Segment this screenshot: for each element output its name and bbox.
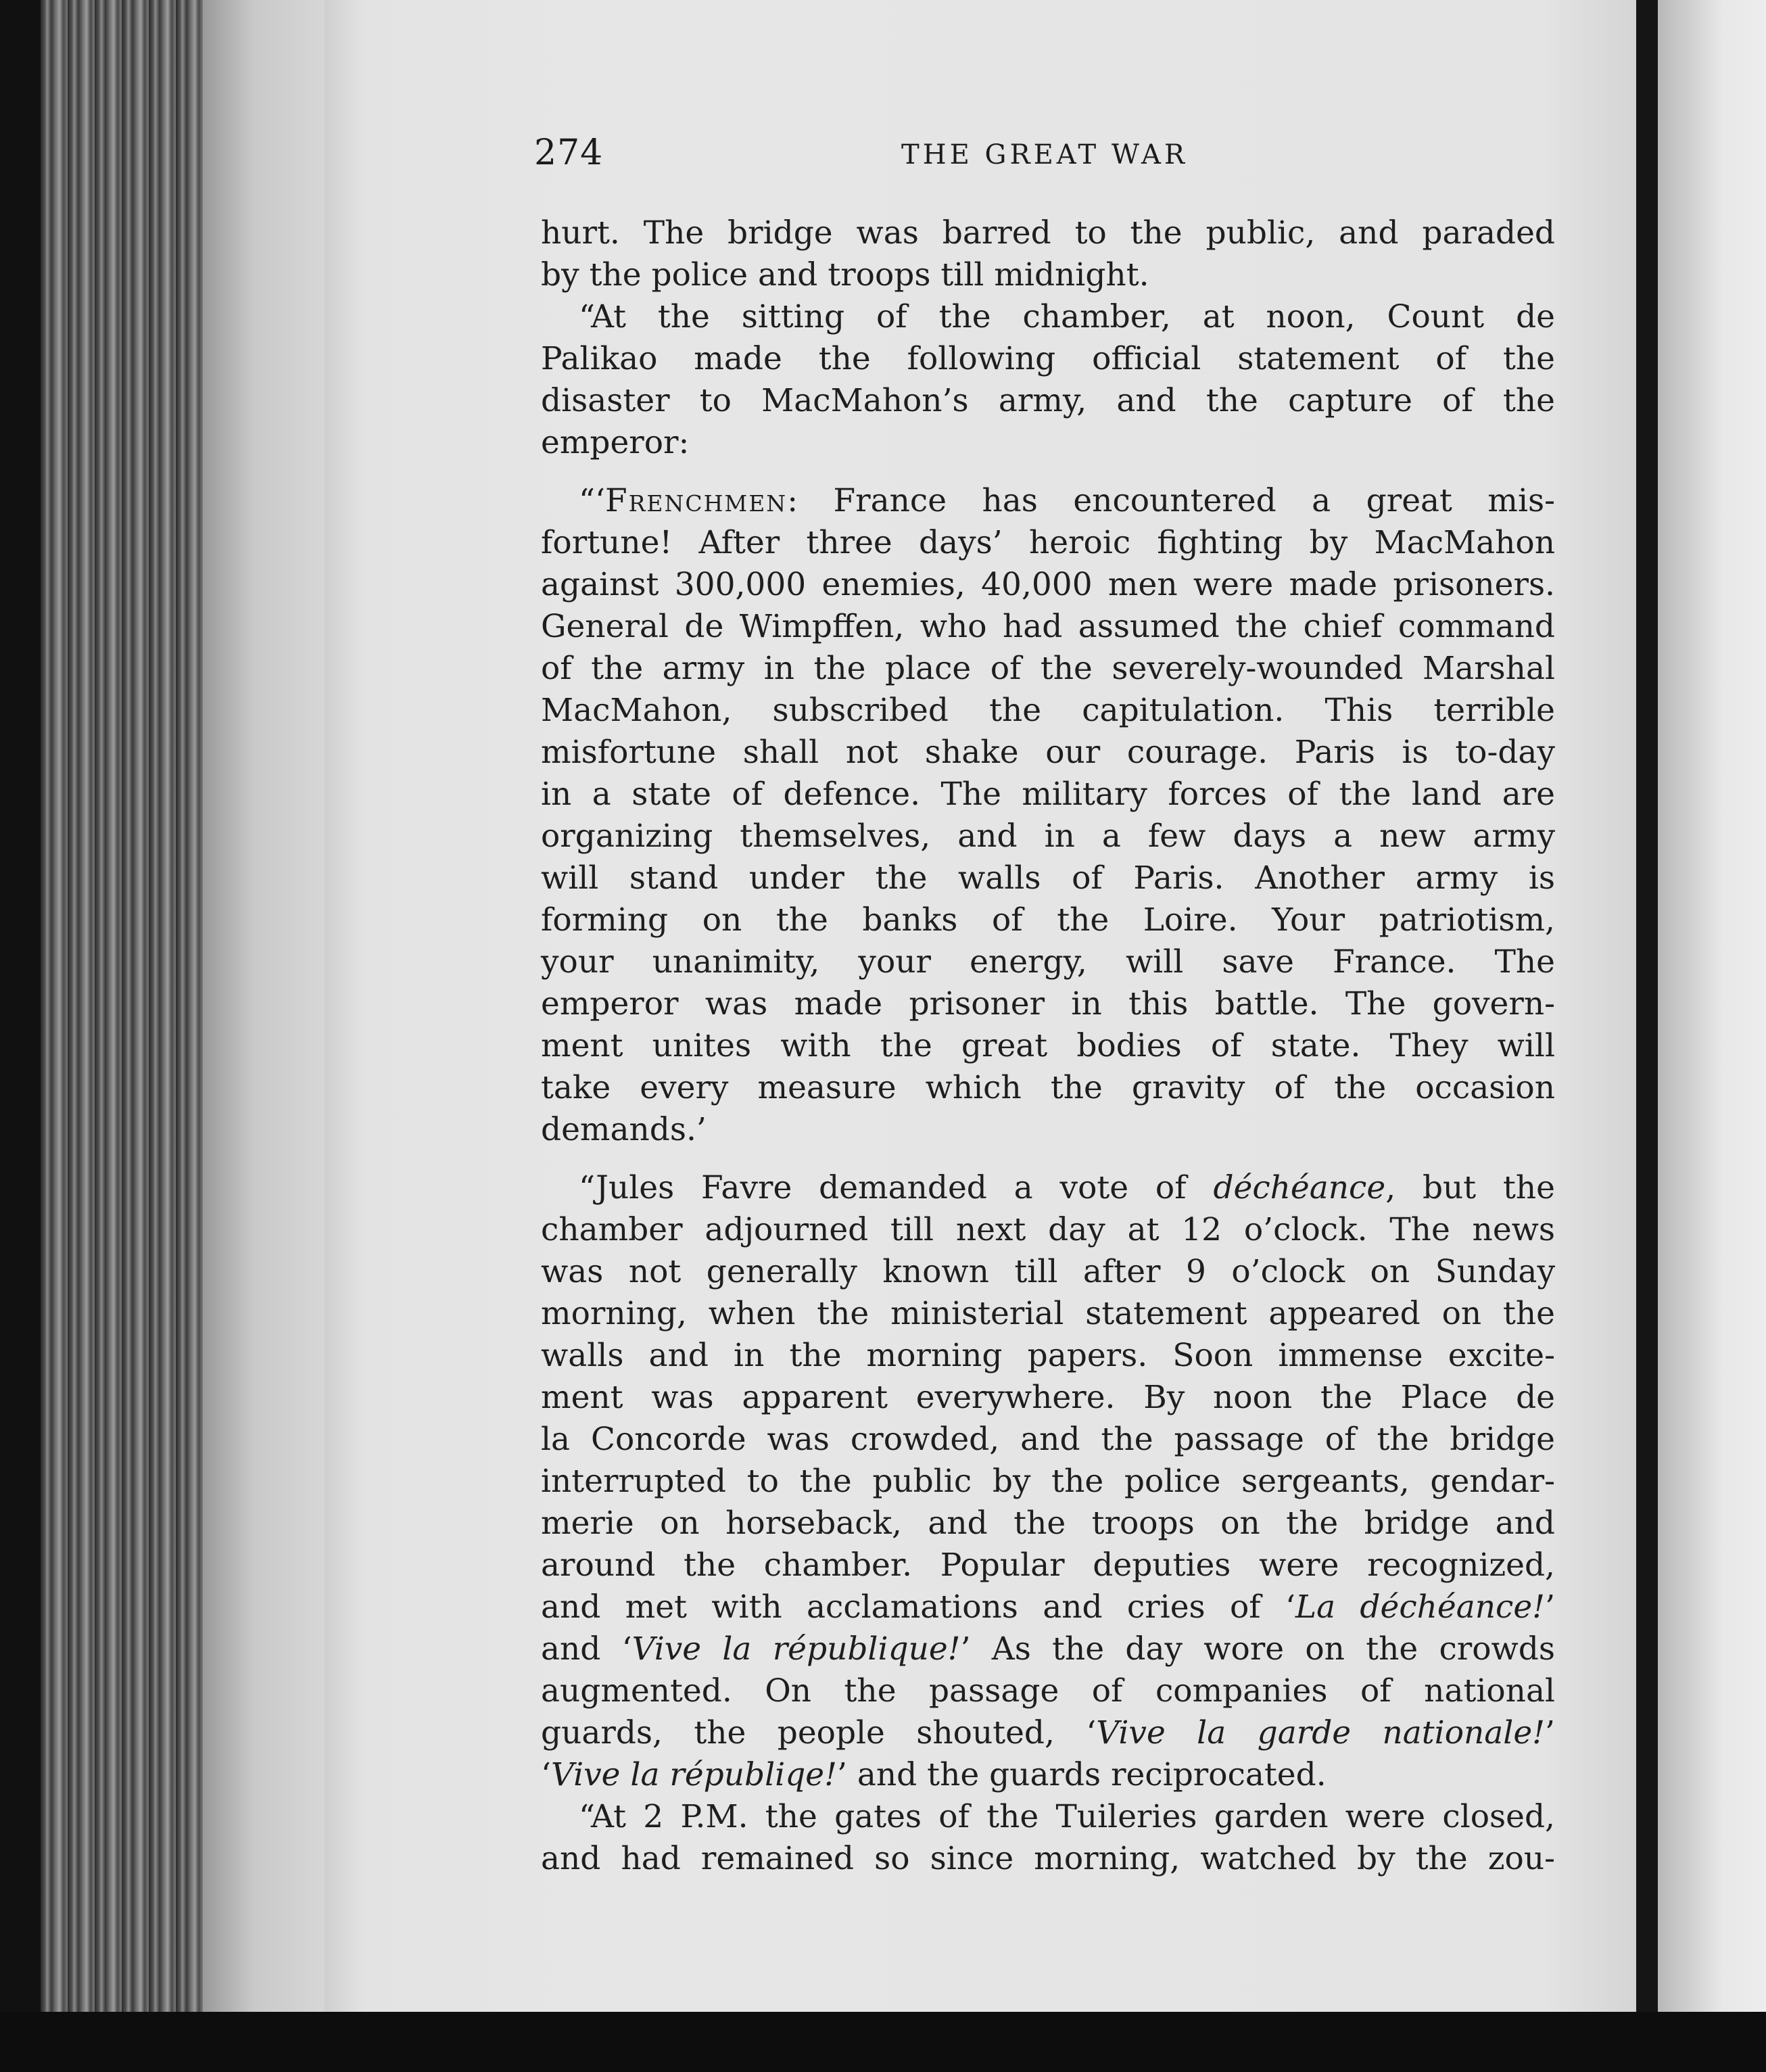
- text-line: of the army in the place of the severely-wounded Marshal: [541, 650, 1555, 687]
- gutter-shadow-right: [1636, 0, 1658, 2072]
- page-header: [534, 133, 1555, 187]
- text-line: organizing themselves, and in a few days a new army: [541, 818, 1555, 855]
- text-line: fortune! After three days’ heroic fighting by MacMahon: [541, 524, 1555, 561]
- text-line: and had remained so since morning, watched by the zou-: [541, 1840, 1555, 1877]
- text-line: forming on the banks of the Loire. Your patriotism,: [541, 901, 1555, 939]
- body-text: [541, 212, 1555, 1880]
- text-line: by the police and troops till midnight.: [541, 256, 1149, 293]
- text-line: “Jules Favre demanded a vote of déchéance, but the: [579, 1169, 1555, 1206]
- text-line: and met with acclamations and cries of ‘La déchéance!’: [541, 1588, 1556, 1626]
- text-line: emperor was made prisoner in this battle. The govern-: [541, 985, 1555, 1022]
- text-line: ment unites with the great bodies of state. They will: [541, 1027, 1555, 1064]
- text-line: “‘Frenchmen: France has encountered a great mis-: [579, 482, 1555, 519]
- page-curl-left: [203, 0, 331, 2072]
- text-line: la Concorde was crowded, and the passage of the bridge: [541, 1421, 1555, 1458]
- running-head: THE GREAT WAR: [901, 139, 1188, 170]
- text-line: ‘Vive la républiqe!’ and the guards reciprocated.: [541, 1756, 1327, 1793]
- text-line: Palikao made the following official statement of the: [541, 340, 1555, 377]
- text-line: will stand under the walls of Paris. Another army is: [541, 860, 1555, 897]
- paragraph-gap: [541, 1151, 1555, 1167]
- text-line: General de Wimpffen, who had assumed the chief command: [541, 608, 1555, 645]
- text-line: take every measure which the gravity of the occasion: [541, 1069, 1555, 1106]
- text-line: hurt. The bridge was barred to the public, and paraded: [541, 214, 1555, 252]
- text-line: and ‘Vive la république!’ As the day wore on the crowds: [541, 1630, 1555, 1668]
- paragraph-gap: [541, 464, 1555, 480]
- scan-bottom-border: [0, 2012, 1766, 2072]
- text-line: disaster to MacMahon’s army, and the capture of the: [541, 382, 1555, 419]
- page-number: 274: [534, 133, 604, 173]
- text-line: guards, the people shouted, ‘Vive la garde nationale!’: [541, 1714, 1555, 1751]
- text-line: emperor:: [541, 424, 690, 461]
- text-line: interrupted to the public by the police sergeants, gendar-: [541, 1463, 1555, 1500]
- text-line: merie on horseback, and the troops on the bridge and: [541, 1505, 1555, 1542]
- facing-page-edge: [1658, 0, 1766, 2072]
- text-line: ment was apparent everywhere. By noon the Place de: [541, 1379, 1555, 1416]
- text-line: walls and in the morning papers. Soon immense excite-: [541, 1337, 1555, 1374]
- text-line: your unanimity, your energy, will save France. The: [541, 943, 1555, 981]
- text-line: augmented. On the passage of companies of national: [541, 1672, 1555, 1710]
- text-line: misfortune shall not shake our courage. Paris is to-day: [541, 734, 1555, 771]
- text-line: morning, when the ministerial statement appeared on the: [541, 1295, 1555, 1332]
- text-line: around the chamber. Popular deputies were recognized,: [541, 1547, 1555, 1584]
- text-line: against 300,000 enemies, 40,000 men were made prisoners.: [541, 566, 1555, 603]
- text-line: MacMahon, subscribed the capitulation. This terrible: [541, 692, 1555, 729]
- text-line: “At the sitting of the chamber, at noon, Count de: [579, 298, 1555, 335]
- text-line: demands.’: [541, 1111, 707, 1148]
- text-line: “At 2 P.M. the gates of the Tuileries garden were closed,: [579, 1798, 1555, 1835]
- text-line: chamber adjourned till next day at 12 o’clock. The news: [541, 1211, 1555, 1248]
- text-line: was not generally known till after 9 o’clock on Sunday: [541, 1253, 1555, 1290]
- text-line: in a state of defence. The military forces of the land are: [541, 776, 1555, 813]
